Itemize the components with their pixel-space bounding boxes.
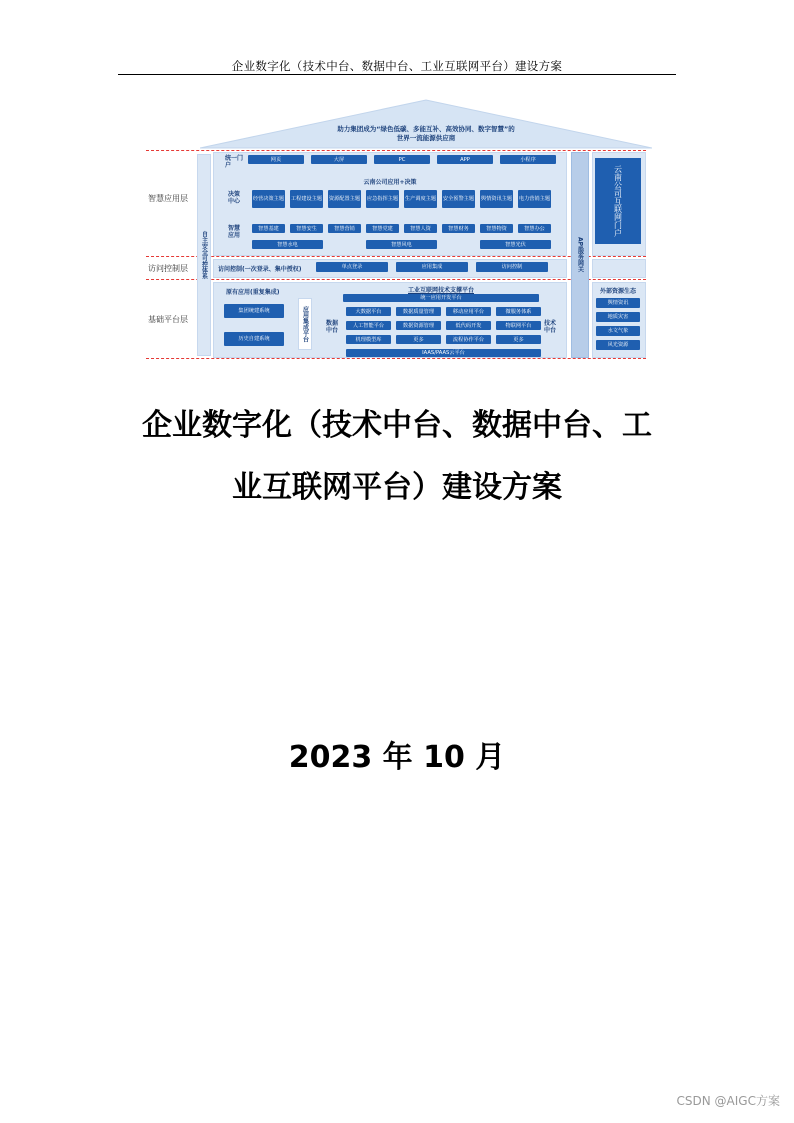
decision-item: 舆情资讯主题 (480, 190, 513, 208)
smart-app-item: 智慧人资 (404, 224, 437, 233)
external-item: 舆情资讯 (596, 298, 640, 308)
separator-bottom (146, 358, 646, 359)
industrial-item: 更多 (396, 335, 441, 344)
industrial-item: 物联网平台 (496, 321, 541, 330)
industrial-item: 机理模型库 (346, 335, 391, 344)
industrial-item: 移动应用平台 (446, 307, 491, 316)
access-item-integration: 应用集成 (396, 262, 468, 272)
portal-item-app: APP (437, 155, 493, 164)
decision-item: 工程建设主题 (290, 190, 323, 208)
external-item: 风光资源 (596, 340, 640, 350)
smart-app-item: 智慧财务 (442, 224, 475, 233)
industrial-item: 微服务体系 (496, 307, 541, 316)
iaas-paas-platform: IAAS/PAAS云平台 (346, 349, 541, 357)
decision-item: 安全预警主题 (442, 190, 475, 208)
decision-item: 应急指挥主题 (366, 190, 399, 208)
industrial-title: 工业互联网技术支撑平台 (407, 287, 474, 294)
smart-app-item: 智慧安生 (290, 224, 323, 233)
access-label: 访问控制(一次登录、集中授权) (218, 266, 302, 273)
smart-app-item: 智慧基建 (252, 224, 285, 233)
industrial-item: 数据质量管理 (396, 307, 441, 316)
smart-app-item: 智慧水电 (252, 240, 323, 249)
portal-item-bigscreen: 大屏 (311, 155, 367, 164)
external-title: 外部资源生态 (599, 288, 636, 295)
app-integration-platform: 应用集成平台 (298, 298, 312, 350)
decision-item: 电力营销主题 (518, 190, 551, 208)
smart-app-item: 智慧物资 (480, 224, 513, 233)
external-item: 地质灾害 (596, 312, 640, 322)
document-title-line1: 企业数字化（技术中台、数据中台、工 (142, 408, 652, 443)
watermark: CSDN @AIGC方案 (676, 1094, 780, 1108)
industrial-item: 低代码开发 (446, 321, 491, 330)
roof-text-line1: 助力集团成为“绿色低碳、多能互补、高效协同、数字智慧”的 (337, 125, 515, 133)
industrial-item: 大数据平台 (346, 307, 391, 316)
industrial-item: 流程协作平台 (446, 335, 491, 344)
legacy-item: 集团统建系统 (224, 304, 284, 318)
decision-item: 生产调度主题 (404, 190, 437, 208)
smart-app-item: 智慧风电 (366, 240, 437, 249)
security-system-bar: 自主安全可控体系 (197, 154, 211, 356)
cloud-internet-portal: 云南公司互联网门户 (595, 158, 641, 244)
api-gateway-bar: API服务网关 (571, 152, 589, 358)
access-item-sso: 单点登录 (316, 262, 388, 272)
industrial-item: 更多 (496, 335, 541, 344)
external-item: 水文气象 (596, 326, 640, 336)
decision-label: 决策中心 (228, 191, 241, 205)
tech-middle-label: 技术中台 (544, 320, 557, 334)
industrial-item: 人工智能平台 (346, 321, 391, 330)
smart-app-label: 智慧应用 (228, 225, 241, 239)
right-access-panel (592, 259, 646, 278)
cloud-app-title: 云南公司应用+决策 (363, 179, 417, 186)
document-title-line2: 业互联网平台）建设方案 (232, 470, 562, 505)
running-header: 企业数字化（技术中台、数据中台、工业互联网平台）建设方案 (231, 59, 563, 73)
portal-item-miniprogram: 小程序 (500, 155, 556, 164)
smart-app-item: 智慧营销 (328, 224, 361, 233)
layer-label-smart-app: 智慧应用层 (148, 194, 188, 203)
portal-item-web: 网页 (248, 155, 304, 164)
header-rule (118, 74, 676, 75)
smart-app-item: 智慧党建 (366, 224, 399, 233)
smart-app-item: 智慧光伏 (480, 240, 551, 249)
decision-item: 经营决策主题 (252, 190, 285, 208)
layer-label-base: 基础平台层 (148, 315, 188, 324)
portal-item-pc: PC (374, 155, 430, 164)
industrial-item: 数据资源管理 (396, 321, 441, 330)
document-title (100, 395, 694, 519)
architecture-diagram (140, 98, 652, 366)
industrial-subtitle: 统一应用开发平台 (343, 294, 539, 302)
smart-app-item: 智慧办公 (518, 224, 551, 233)
roof-text-line2: 世界一流能源供应商 (396, 134, 456, 142)
access-item-control: 访问控制 (476, 262, 548, 272)
legacy-item: 历史自建系统 (224, 332, 284, 346)
decision-item: 资源配置主题 (328, 190, 361, 208)
separator-top (146, 150, 646, 151)
layer-label-access: 访问控制层 (148, 264, 188, 273)
legacy-title: 原有应用(重复集成) (226, 289, 280, 296)
data-middle-label: 数据中台 (326, 320, 339, 334)
portal-label: 统一门户 (225, 155, 244, 169)
document-date: 2023 年 10 月 (288, 740, 506, 775)
